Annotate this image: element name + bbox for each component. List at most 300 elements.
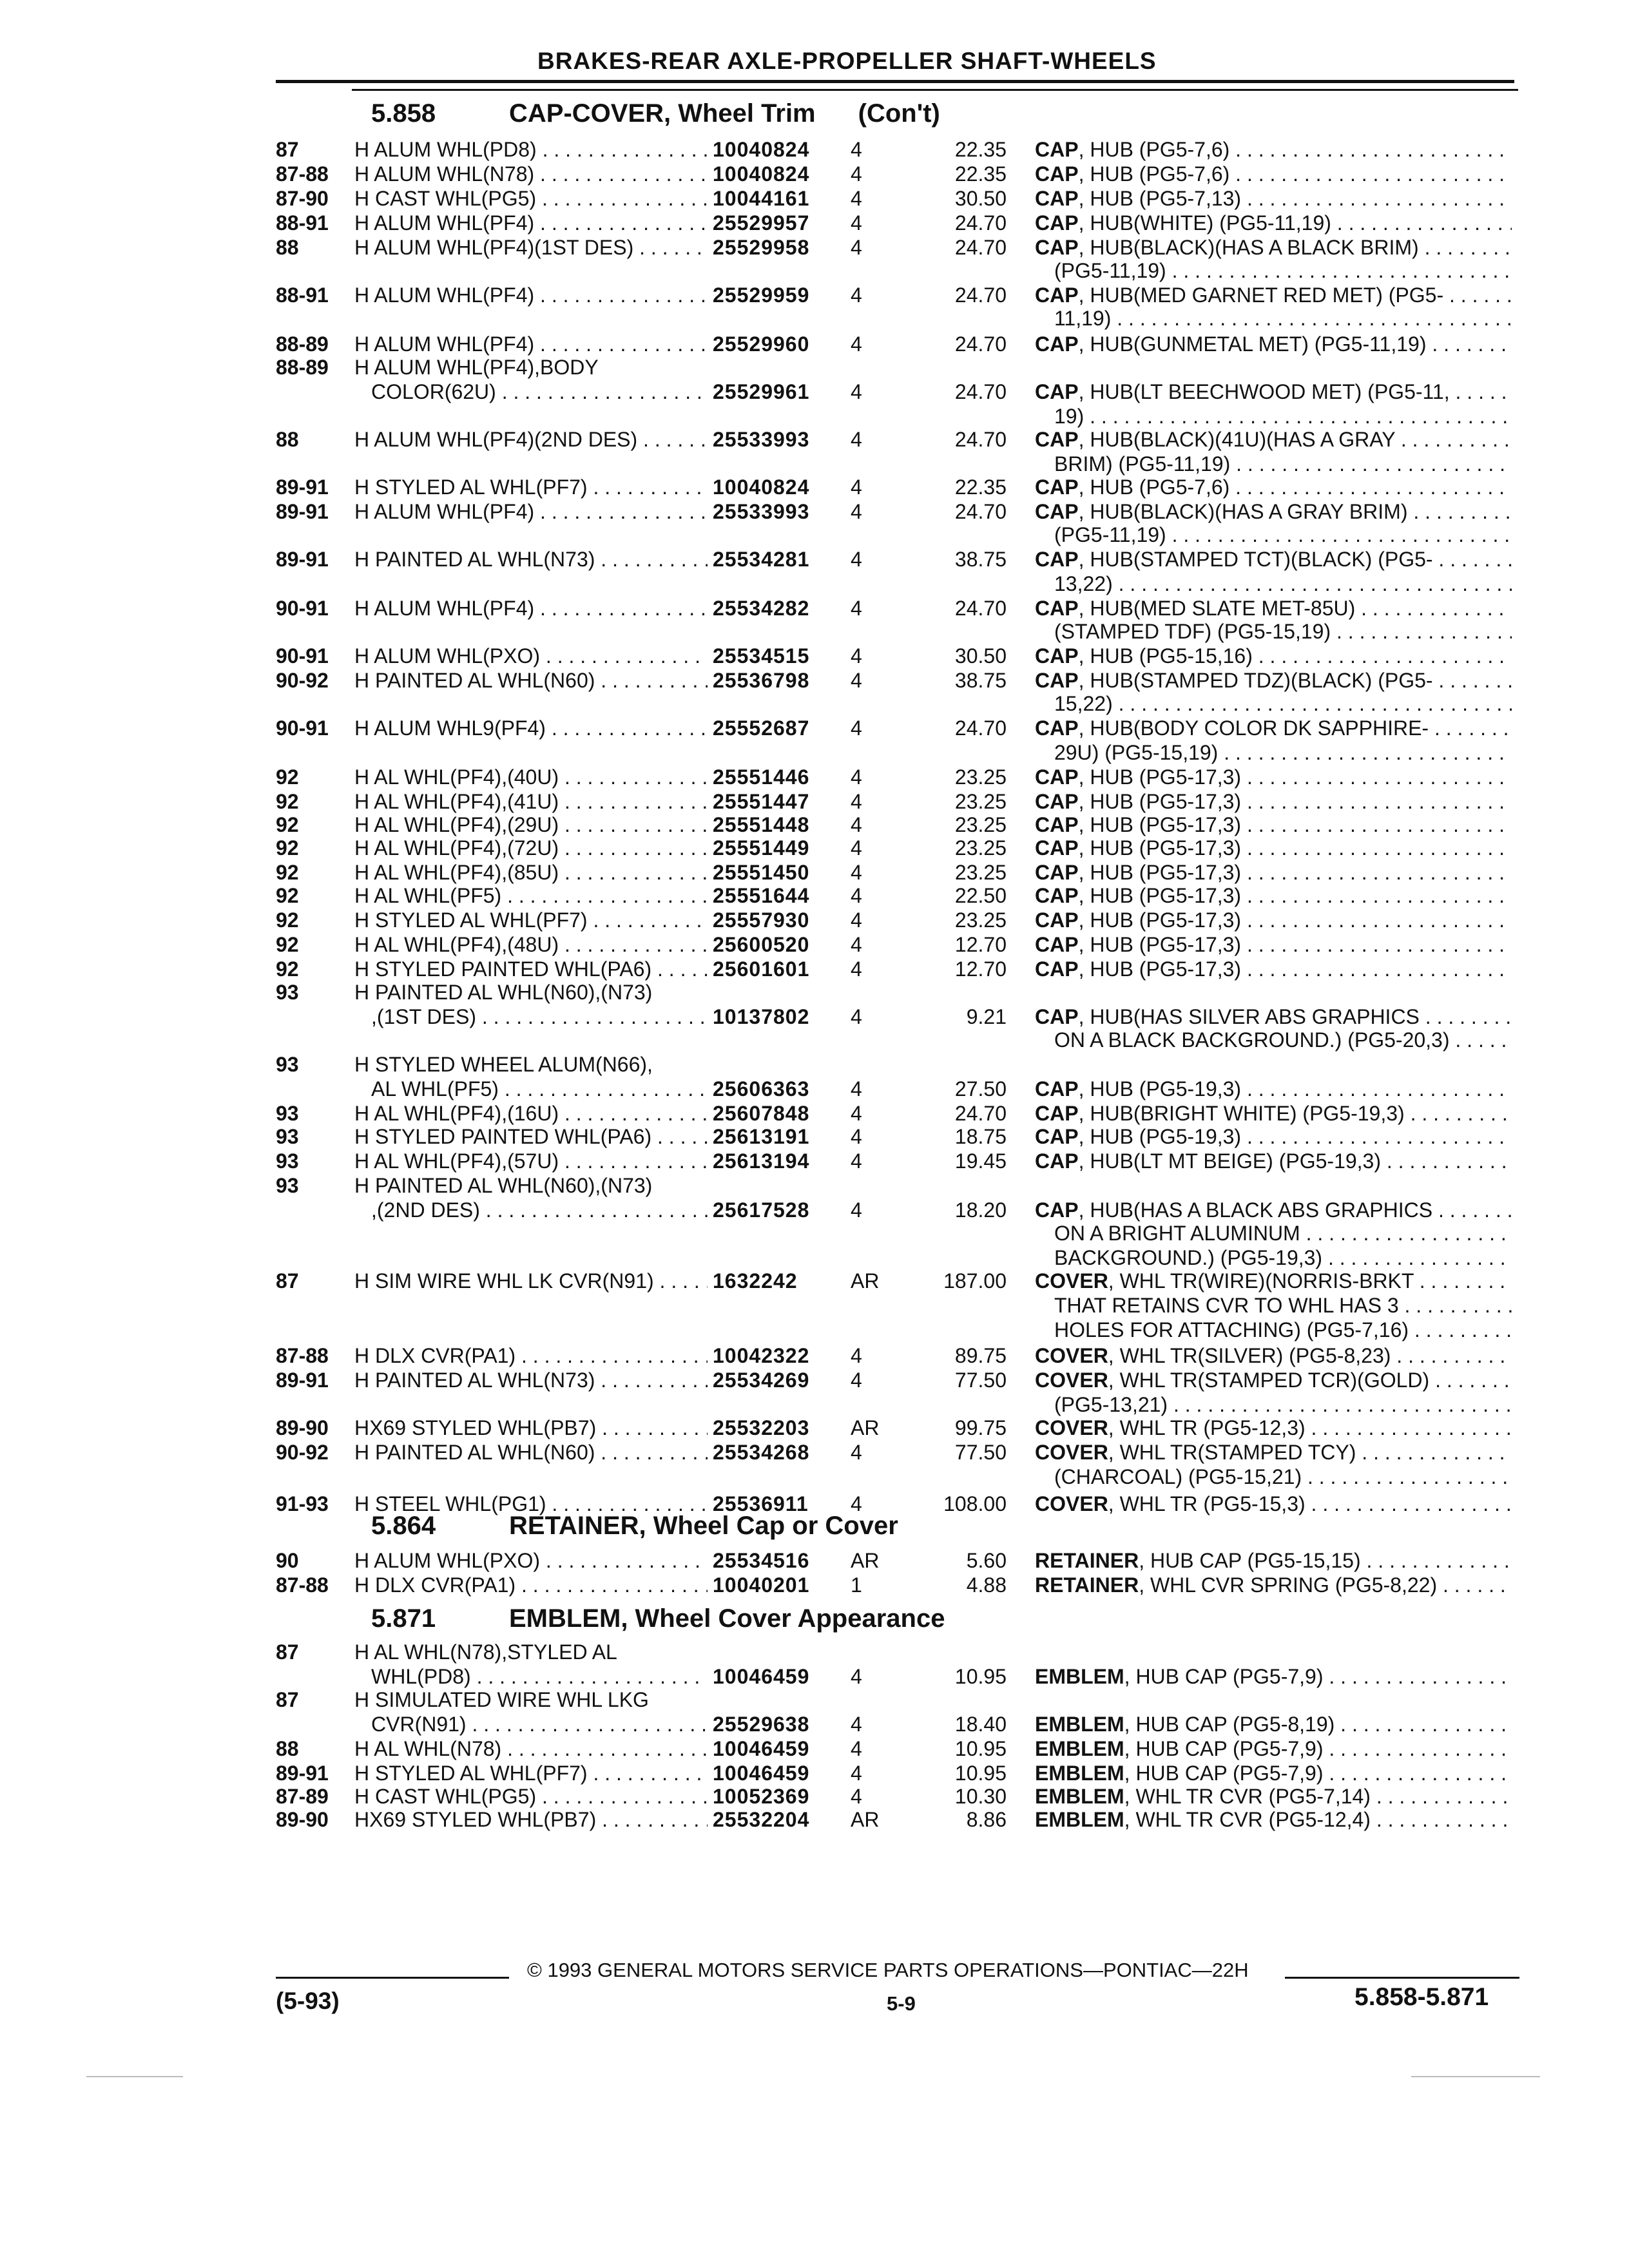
model-years: 92 <box>276 908 299 932</box>
part-name-detail: , HUB (PG5-17,3) <box>1078 790 1242 813</box>
model-years: 87 <box>276 1640 299 1664</box>
part-keyword: CAP <box>1035 1102 1079 1125</box>
part-name <box>1035 908 1512 932</box>
part-name-detail: , WHL TR(STAMPED TCR)(GOLD) <box>1108 1369 1430 1392</box>
part-name-cont: ON A BRIGHT ALUMINUM . . . <box>1054 1222 1512 1245</box>
quantity: 1 <box>851 1573 862 1597</box>
model-years: 88-91 <box>276 284 329 307</box>
part-name-detail: , WHL TR CVR (PG5-7,14) <box>1124 1785 1371 1808</box>
price: 18.40 <box>954 1713 1007 1736</box>
part-name <box>1035 476 1512 499</box>
part-name-detail: , HUB (PG5-17,3) <box>1078 908 1242 932</box>
part-number: 25534268 <box>713 1441 810 1464</box>
quantity: 4 <box>851 1713 862 1736</box>
price: 18.20 <box>954 1198 1007 1222</box>
table-row <box>0 162 1629 186</box>
usage-description-cont: COLOR(62U) . . . <box>371 380 708 404</box>
part-keyword: CAP <box>1035 380 1079 403</box>
part-name-cont: THAT RETAINS CVR TO WHL HAS 3 . . . <box>1054 1294 1512 1318</box>
part-name-detail: , HUB (PG5-7,13) <box>1078 187 1242 210</box>
part-number: 10046459 <box>713 1762 810 1785</box>
quantity: 4 <box>851 765 862 789</box>
part-name <box>1035 669 1512 693</box>
price: 23.25 <box>954 836 1007 860</box>
table-row <box>0 957 1629 981</box>
part-name <box>1035 644 1512 668</box>
part-keyword: CAP <box>1035 908 1079 932</box>
table-row <box>0 138 1629 161</box>
table-row <box>0 1149 1629 1173</box>
part-keyword: COVER <box>1035 1344 1108 1367</box>
model-years: 91-93 <box>276 1492 329 1515</box>
quantity: 4 <box>851 644 862 668</box>
quantity: 4 <box>851 1077 862 1100</box>
part-number: 25557930 <box>713 908 810 932</box>
table-row <box>0 548 1629 571</box>
part-name <box>1035 284 1512 307</box>
part-name-cont: (PG5-11,19) . . . <box>1054 259 1512 283</box>
quantity: 4 <box>851 1441 862 1464</box>
usage-description: H STYLED WHEEL ALUM(N66), <box>354 1053 653 1076</box>
footer-rule-right <box>1285 1977 1519 1979</box>
price: 24.70 <box>954 428 1007 451</box>
part-name-cont: BACKGROUND.) (PG5-19,3) . . . <box>1054 1246 1512 1270</box>
table-row <box>0 405 1629 428</box>
part-keyword: COVER <box>1035 1416 1108 1439</box>
part-number: 10046459 <box>713 1665 810 1688</box>
part-number: 25529957 <box>713 211 810 235</box>
part-keyword: CAP <box>1035 597 1079 620</box>
quantity: 4 <box>851 716 862 740</box>
part-keyword: CAP <box>1035 957 1079 981</box>
table-row <box>0 187 1629 210</box>
part-keyword: COVER <box>1035 1492 1108 1515</box>
part-name <box>1035 1344 1512 1368</box>
part-number: 25533993 <box>713 500 810 523</box>
table-row <box>0 1246 1629 1269</box>
footer-rule-left <box>276 1977 509 1979</box>
usage-description: H DLX CVR(PA1) . . . <box>354 1344 708 1368</box>
part-name <box>1035 765 1512 789</box>
table-row <box>0 692 1629 715</box>
scan-mark <box>86 2076 183 2077</box>
part-name-detail: , HUB (PG5-17,3) <box>1078 813 1242 836</box>
part-keyword: CAP <box>1035 284 1079 307</box>
part-keyword: CAP <box>1035 813 1079 836</box>
price: 24.70 <box>954 284 1007 307</box>
model-years: 93 <box>276 1174 299 1197</box>
part-name <box>1035 813 1512 837</box>
part-name-detail: , HUB (PG5-7,6) <box>1078 476 1230 499</box>
part-number: 25529960 <box>713 332 810 356</box>
price: 24.70 <box>954 380 1007 403</box>
section-continued: (Con't) <box>858 99 940 128</box>
model-years: 87 <box>276 1269 299 1293</box>
usage-description: H ALUM WHL(PF4) . . . <box>354 211 708 235</box>
quantity: 4 <box>851 790 862 813</box>
part-name <box>1035 138 1512 162</box>
part-name-detail: , WHL TR(WIRE)(NORRIS-BRKT <box>1108 1269 1414 1293</box>
table-row <box>0 236 1629 259</box>
usage-description: H PAINTED AL WHL(N60) . . . <box>354 1441 708 1465</box>
part-name-detail: , HUB(BLACK)(HAS A GRAY BRIM) <box>1078 500 1408 523</box>
price: 22.35 <box>954 138 1007 161</box>
price: 24.70 <box>954 500 1007 523</box>
part-keyword: RETAINER <box>1035 1549 1139 1572</box>
table-row <box>0 452 1629 476</box>
price: 22.50 <box>954 884 1007 907</box>
part-number: 10042322 <box>713 1344 810 1367</box>
price: 99.75 <box>954 1416 1007 1439</box>
part-keyword: CAP <box>1035 162 1079 186</box>
usage-description: H ALUM WHL(PF4) . . . <box>354 500 708 524</box>
table-row <box>0 1785 1629 1808</box>
table-row <box>0 1369 1629 1392</box>
part-name <box>1035 211 1512 235</box>
price: 38.75 <box>954 669 1007 692</box>
quantity: 4 <box>851 1369 862 1392</box>
part-number: 25534282 <box>713 597 810 620</box>
table-row <box>0 380 1629 403</box>
part-keyword: CAP <box>1035 765 1079 789</box>
part-name-detail: , HUB(LT BEECHWOOD MET) (PG5-11, <box>1078 380 1450 403</box>
part-name <box>1035 162 1512 186</box>
price: 187.00 <box>943 1269 1007 1293</box>
table-row <box>0 307 1629 330</box>
usage-description-cont: CVR(N91) . . . <box>371 1713 708 1736</box>
part-name <box>1035 836 1512 860</box>
quantity: 4 <box>851 1149 862 1173</box>
part-keyword: EMBLEM <box>1035 1665 1124 1688</box>
part-name <box>1035 1102 1512 1126</box>
usage-description: H STYLED AL WHL(PF7) . . . <box>354 1762 708 1785</box>
part-name <box>1035 957 1512 981</box>
table-row <box>0 1294 1629 1317</box>
table-row <box>0 1174 1629 1197</box>
part-name-detail: , HUB (PG5-15,16) <box>1078 644 1253 668</box>
quantity: 4 <box>851 669 862 692</box>
part-name-detail: , HUB(BLACK)(HAS A BLACK BRIM) <box>1078 236 1419 259</box>
usage-description-cont: ,(1ST DES) . . . <box>371 1005 708 1029</box>
table-row <box>0 259 1629 282</box>
part-name-detail: , HUB (PG5-17,3) <box>1078 836 1242 860</box>
part-name <box>1035 1549 1512 1573</box>
usage-description: H ALUM WHL(PXO) . . . <box>354 644 708 668</box>
part-keyword: CAP <box>1035 1005 1079 1028</box>
table-row <box>0 1077 1629 1100</box>
usage-description: H ALUM WHL(PF4) . . . <box>354 284 708 307</box>
part-name-detail: , HUB(BODY COLOR DK SAPPHIRE- <box>1078 716 1429 740</box>
part-name-detail: , WHL CVR SPRING (PG5-8,22) <box>1139 1573 1438 1597</box>
quantity: 4 <box>851 1737 862 1760</box>
table-row <box>0 981 1629 1004</box>
part-name-detail: , WHL TR (PG5-15,3) <box>1108 1492 1306 1515</box>
quantity: AR <box>851 1549 880 1572</box>
part-name-detail: , HUB(HAS A BLACK ABS GRAPHICS <box>1078 1198 1433 1222</box>
footer-section-range: 5.858-5.871 <box>1354 1983 1489 2011</box>
part-name-detail: , HUB(GUNMETAL MET) (PG5-11,19) <box>1078 332 1427 356</box>
table-row <box>0 1465 1629 1488</box>
part-name <box>1035 548 1512 572</box>
model-years: 88-89 <box>276 332 329 356</box>
part-keyword: CAP <box>1035 644 1079 668</box>
part-keyword: EMBLEM <box>1035 1713 1124 1736</box>
table-row <box>0 1028 1629 1052</box>
usage-description: H AL WHL(N78) . . . <box>354 1737 708 1761</box>
table-row <box>0 428 1629 451</box>
part-number: 25529959 <box>713 284 810 307</box>
model-years: 87-90 <box>276 187 329 210</box>
section-heading-5-871 <box>371 1604 945 1633</box>
part-name <box>1035 1441 1512 1465</box>
part-number: 25533993 <box>713 428 810 451</box>
quantity: 4 <box>851 428 862 451</box>
part-number: 10046459 <box>713 1737 810 1760</box>
model-years: 88-91 <box>276 211 329 235</box>
part-number: 10040824 <box>713 138 810 161</box>
price: 23.25 <box>954 908 1007 932</box>
price: 30.50 <box>954 644 1007 668</box>
table-row <box>0 620 1629 643</box>
part-name-detail: , HUB (PG5-19,3) <box>1078 1077 1242 1100</box>
part-name <box>1035 716 1512 740</box>
part-name-detail: , HUB CAP (PG5-7,9) <box>1124 1665 1324 1688</box>
model-years: 92 <box>276 765 299 789</box>
price: 8.86 <box>966 1808 1007 1831</box>
price: 12.70 <box>954 957 1007 981</box>
usage-description: H ALUM WHL(N78) . . . <box>354 162 708 186</box>
table-row <box>0 211 1629 235</box>
part-number: 25532203 <box>713 1416 810 1439</box>
usage-description: H ALUM WHL9(PF4) . . . <box>354 716 708 740</box>
model-years: 90-92 <box>276 1441 329 1464</box>
table-row <box>0 861 1629 884</box>
price: 30.50 <box>954 187 1007 210</box>
model-years: 93 <box>276 1053 299 1076</box>
quantity: 4 <box>851 332 862 356</box>
table-row <box>0 476 1629 499</box>
part-keyword: RETAINER <box>1035 1573 1139 1597</box>
quantity: 4 <box>851 957 862 981</box>
part-name-detail: , HUB(STAMPED TDZ)(BLACK) (PG5- <box>1078 669 1433 692</box>
part-number: 25617528 <box>713 1198 810 1222</box>
table-row <box>0 1102 1629 1125</box>
quantity: AR <box>851 1269 880 1293</box>
part-number: 25551446 <box>713 765 810 789</box>
usage-description: HX69 STYLED WHL(PB7) . . . <box>354 1808 708 1832</box>
part-name-detail: , HUB (PG5-17,3) <box>1078 765 1242 789</box>
usage-description-cont: WHL(PD8) . . . <box>371 1665 708 1689</box>
table-row <box>0 1549 1629 1572</box>
model-years: 90 <box>276 1549 299 1572</box>
model-years: 92 <box>276 884 299 907</box>
part-number: 25534515 <box>713 644 810 668</box>
table-row <box>0 1416 1629 1439</box>
usage-description: H AL WHL(PF4),(48U) . . . <box>354 933 708 957</box>
table-row <box>0 1573 1629 1597</box>
part-name <box>1035 790 1512 814</box>
table-row <box>0 836 1629 860</box>
model-years: 89-91 <box>276 476 329 499</box>
usage-description: H AL WHL(PF4),(40U) . . . <box>354 765 708 789</box>
part-number: 25606363 <box>713 1077 810 1100</box>
table-row <box>0 1198 1629 1222</box>
usage-description: H SIMULATED WIRE WHL LKG <box>354 1688 649 1711</box>
part-keyword: CAP <box>1035 138 1079 161</box>
model-years: 89-91 <box>276 500 329 523</box>
part-name-detail: , HUB(STAMPED TCT)(BLACK) (PG5- <box>1078 548 1433 571</box>
model-years: 92 <box>276 957 299 981</box>
model-years: 93 <box>276 1102 299 1125</box>
model-years: 90-91 <box>276 597 329 620</box>
part-name <box>1035 1005 1512 1029</box>
table-row <box>0 1125 1629 1148</box>
part-name-detail: , HUB (PG5-17,3) <box>1078 957 1242 981</box>
footer-page-number: 5-9 <box>887 1992 916 2015</box>
part-name <box>1035 1573 1512 1597</box>
price: 10.95 <box>954 1762 1007 1785</box>
table-row <box>0 1053 1629 1076</box>
quantity: 4 <box>851 836 862 860</box>
part-name-detail: , HUB CAP (PG5-7,9) <box>1124 1762 1324 1785</box>
part-number: 25607848 <box>713 1102 810 1125</box>
part-number: 25534281 <box>713 548 810 571</box>
quantity: AR <box>851 1416 880 1439</box>
part-keyword: CAP <box>1035 790 1079 813</box>
model-years: 92 <box>276 813 299 836</box>
usage-description-cont: AL WHL(PF5) . . . <box>371 1077 708 1101</box>
part-number: 25613194 <box>713 1149 810 1173</box>
part-name-detail: , HUB(WHITE) (PG5-11,19) <box>1078 211 1331 235</box>
usage-description: H PAINTED AL WHL(N60) . . . <box>354 669 708 693</box>
quantity: 4 <box>851 187 862 210</box>
table-row <box>0 356 1629 379</box>
model-years: 92 <box>276 861 299 884</box>
part-keyword: CAP <box>1035 884 1079 907</box>
part-keyword: CAP <box>1035 836 1079 860</box>
part-name <box>1035 1125 1512 1149</box>
footer-date: (5-93) <box>276 1988 340 2014</box>
scan-mark <box>1411 2076 1540 2077</box>
model-years: 93 <box>276 1125 299 1148</box>
usage-description: H PAINTED AL WHL(N73) . . . <box>354 1369 708 1392</box>
quantity: 4 <box>851 1785 862 1808</box>
quantity: 4 <box>851 1344 862 1367</box>
part-name <box>1035 1416 1512 1440</box>
part-number: 10040824 <box>713 476 810 499</box>
part-name <box>1035 1077 1512 1101</box>
price: 24.70 <box>954 1102 1007 1125</box>
usage-description: H ALUM WHL(PF4)(2ND DES) . . . <box>354 428 708 452</box>
usage-description: H AL WHL(PF4),(29U) . . . <box>354 813 708 837</box>
quantity: 4 <box>851 476 862 499</box>
quantity: 4 <box>851 884 862 907</box>
part-name-detail: , WHL TR(SILVER) (PG5-8,23) <box>1108 1344 1391 1367</box>
price: 77.50 <box>954 1369 1007 1392</box>
usage-description: H STYLED AL WHL(PF7) . . . <box>354 908 708 932</box>
usage-description: H ALUM WHL(PF4),BODY <box>354 356 599 379</box>
header-rule <box>276 80 1514 83</box>
part-keyword: EMBLEM <box>1035 1785 1124 1808</box>
part-name <box>1035 236 1512 260</box>
table-row <box>0 884 1629 907</box>
price: 23.25 <box>954 861 1007 884</box>
usage-description: H PAINTED AL WHL(N73) . . . <box>354 548 708 572</box>
part-name-cont: 15,22) . . . <box>1054 692 1512 716</box>
part-name-cont: (STAMPED TDF) (PG5-15,19) . . . <box>1054 620 1512 644</box>
price: 24.70 <box>954 597 1007 620</box>
price: 10.95 <box>954 1665 1007 1688</box>
price: 27.50 <box>954 1077 1007 1100</box>
usage-description: H STYLED PAINTED WHL(PA6) . . . <box>354 957 708 981</box>
price: 24.70 <box>954 236 1007 259</box>
usage-description: H ALUM WHL(PF4)(1ST DES) . . . <box>354 236 708 260</box>
price: 4.88 <box>966 1573 1007 1597</box>
part-keyword: CAP <box>1035 716 1079 740</box>
model-years: 89-91 <box>276 1762 329 1785</box>
part-number: 25529961 <box>713 380 810 403</box>
quantity: 4 <box>851 548 862 571</box>
part-number: 25613191 <box>713 1125 810 1148</box>
part-name-detail: , HUB (PG5-17,3) <box>1078 884 1242 907</box>
section-title: RETAINER, Wheel Cap or Cover <box>509 1512 898 1540</box>
quantity: 4 <box>851 1762 862 1785</box>
usage-description: H STYLED PAINTED WHL(PA6) . . . <box>354 1125 708 1149</box>
model-years: 87 <box>276 1688 299 1711</box>
part-number: 25529638 <box>713 1713 810 1736</box>
usage-description: H ALUM WHL(PF4) . . . <box>354 332 708 356</box>
part-name <box>1035 933 1512 957</box>
model-years: 89-90 <box>276 1808 329 1831</box>
part-number: 25529958 <box>713 236 810 259</box>
quantity: 4 <box>851 1198 862 1222</box>
table-row <box>0 933 1629 956</box>
model-years: 89-90 <box>276 1416 329 1439</box>
part-keyword: EMBLEM <box>1035 1737 1124 1760</box>
table-row <box>0 284 1629 307</box>
usage-description: H AL WHL(PF4),(41U) . . . <box>354 790 708 814</box>
quantity: 4 <box>851 380 862 403</box>
part-name <box>1035 1785 1512 1809</box>
part-name <box>1035 500 1512 524</box>
part-name-detail: , HUB(BRIGHT WHITE) (PG5-19,3) <box>1078 1102 1405 1125</box>
usage-description: H AL WHL(PF4),(16U) . . . <box>354 1102 708 1126</box>
table-row <box>0 644 1629 668</box>
part-name-cont: (PG5-11,19) . . . <box>1054 523 1512 547</box>
model-years: 87-88 <box>276 162 329 186</box>
part-name-detail: , HUB CAP (PG5-15,15) <box>1139 1549 1361 1572</box>
price: 23.25 <box>954 765 1007 789</box>
table-row <box>0 813 1629 836</box>
part-name <box>1035 332 1512 356</box>
quantity: 4 <box>851 813 862 836</box>
part-name-detail: , WHL TR (PG5-12,3) <box>1108 1416 1306 1439</box>
part-number: 25532204 <box>713 1808 810 1831</box>
usage-description: HX69 STYLED WHL(PB7) . . . <box>354 1416 708 1440</box>
part-number: 10052369 <box>713 1785 810 1808</box>
usage-description: H ALUM WHL(PXO) . . . <box>354 1549 708 1573</box>
usage-description: H STEEL WHL(PG1) . . . <box>354 1492 708 1516</box>
part-name-cont: (PG5-13,21) . . . <box>1054 1393 1512 1417</box>
table-row <box>0 1640 1629 1664</box>
usage-description: H CAST WHL(PG5) . . . <box>354 1785 708 1809</box>
price: 23.25 <box>954 813 1007 836</box>
table-row <box>0 523 1629 546</box>
part-name-cont: ON A BLACK BACKGROUND.) (PG5-20,3) . . . <box>1054 1028 1512 1052</box>
part-number: 25551448 <box>713 813 810 836</box>
table-row <box>0 790 1629 813</box>
part-number: 25534516 <box>713 1549 810 1572</box>
